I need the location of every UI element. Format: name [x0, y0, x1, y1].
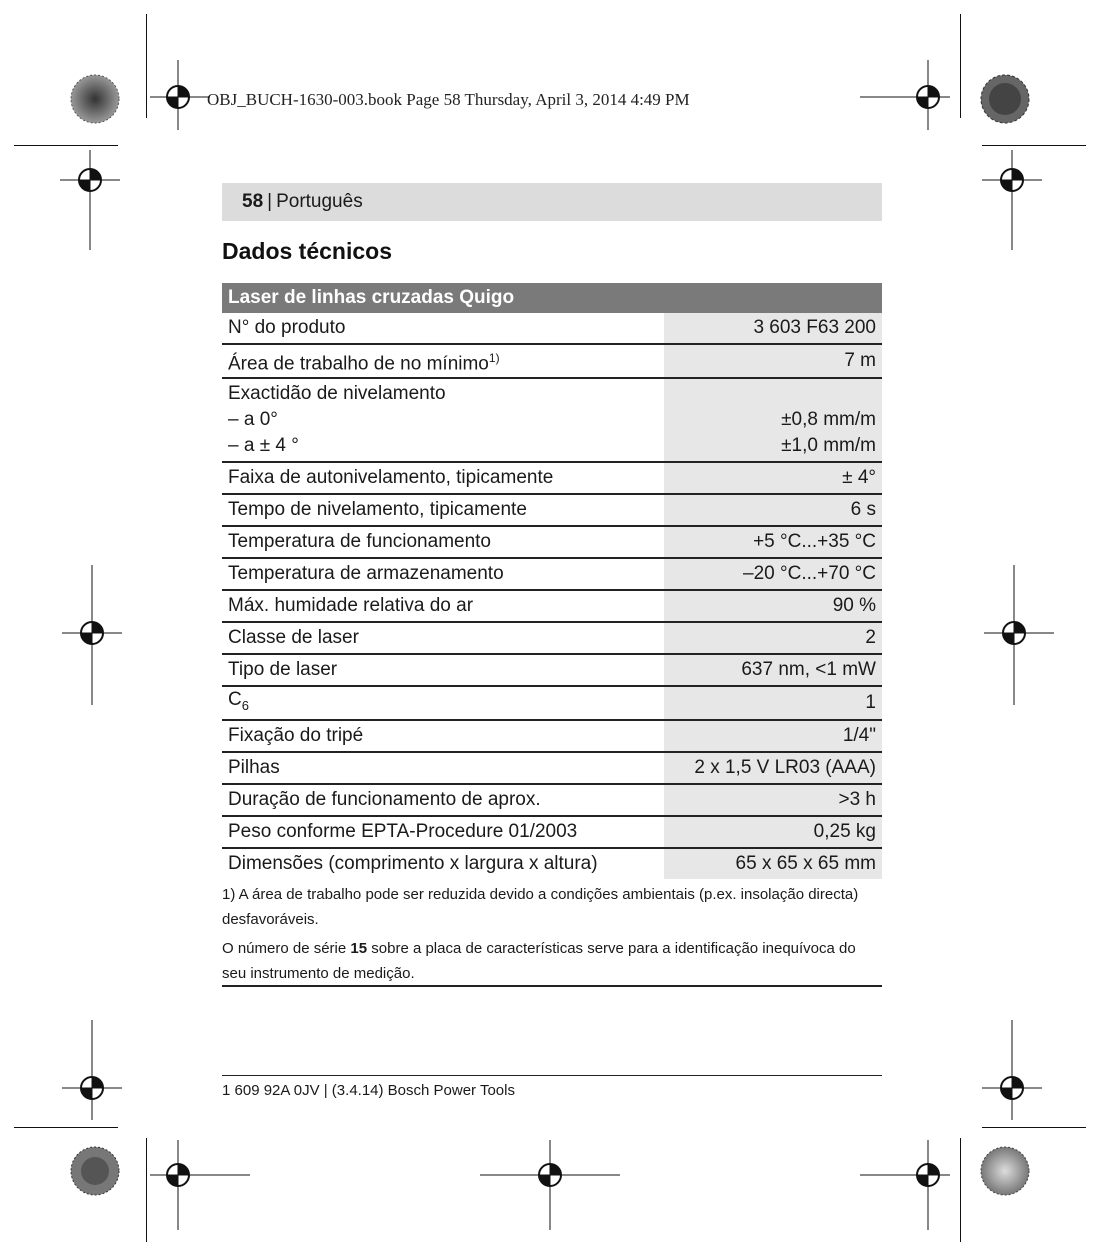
table-row	[222, 526, 882, 558]
spec-sub-label: – a ± 4 °	[228, 435, 299, 457]
spec-value: 2	[664, 622, 882, 654]
serial-note-text: sobre a placa de características serve para a identificação inequívoca do seu instrumento de medição.	[222, 940, 856, 982]
registration-target-icon	[860, 60, 950, 130]
table-row	[222, 313, 882, 344]
spec-value-cell	[664, 378, 882, 462]
spec-table-header-row	[222, 283, 882, 313]
registration-target-icon	[984, 565, 1054, 705]
spec-value: 1	[664, 686, 882, 720]
spec-value: 637 nm, <1 mW	[664, 654, 882, 686]
page-language: Português	[276, 191, 363, 212]
section-end-rule	[222, 985, 882, 987]
spec-value: 3 603 F63 200	[664, 313, 882, 344]
color-wheel-icon	[70, 74, 120, 124]
spec-label: Pilhas	[222, 752, 664, 784]
color-wheel-icon	[980, 1146, 1030, 1196]
crop-mark-icon	[146, 1138, 147, 1242]
spec-value: >3 h	[664, 784, 882, 816]
footer-rule	[222, 1075, 882, 1076]
spec-label: Temperatura de armazenamento	[222, 558, 664, 590]
crop-mark-icon	[982, 145, 1086, 146]
registration-target-icon	[62, 565, 122, 705]
crop-mark-icon	[14, 1127, 118, 1128]
spec-label: Duração de funcionamento de aprox.	[222, 784, 664, 816]
footnote-ref: 1)	[488, 351, 500, 365]
spec-label: Faixa de autonivelamento, tipicamente	[222, 462, 664, 494]
registration-target-icon	[150, 1140, 250, 1230]
crop-mark-icon	[982, 1127, 1086, 1128]
spec-label: Tempo de nivelamento, tipicamente	[222, 494, 664, 526]
crop-mark-icon	[960, 1138, 961, 1242]
spec-label: C	[228, 689, 242, 711]
crop-mark-icon	[960, 14, 961, 118]
spec-label-cell	[222, 378, 664, 462]
table-row	[222, 590, 882, 622]
serial-number-note	[222, 936, 882, 986]
footnote: 1) A área de trabalho pode ser reduzida devido a condições ambientais (p.ex. insolação directa) desfavoráveis.	[222, 886, 859, 928]
spec-label: Máx. humidade relativa do ar	[222, 590, 664, 622]
spec-sub-value: ±1,0 mm/m	[781, 435, 876, 457]
table-row	[222, 558, 882, 590]
table-row	[222, 686, 882, 720]
spec-value: +5 °C...+35 °C	[664, 526, 882, 558]
spec-label: Área de trabalho de no mínimo	[228, 353, 489, 375]
registration-target-icon	[860, 1140, 950, 1230]
spec-table-heading: Laser de linhas cruzadas Quigo	[222, 283, 882, 313]
spec-value: –20 °C...+70 °C	[664, 558, 882, 590]
spec-table	[222, 283, 882, 879]
registration-target-icon	[480, 1140, 620, 1230]
page-number: 58	[242, 191, 264, 212]
spec-label-cell	[222, 686, 664, 720]
table-row	[222, 378, 882, 462]
table-row	[222, 622, 882, 654]
spec-label: Tipo de laser	[222, 654, 664, 686]
spec-spacer	[670, 381, 876, 407]
registration-target-icon	[982, 1020, 1042, 1120]
print-header: OBJ_BUCH-1630-003.book Page 58 Thursday, April 3, 2014 4:49 PM	[207, 90, 690, 109]
spec-label: Exactidão de nivelamento	[228, 383, 446, 405]
spec-label-cell	[222, 344, 664, 378]
spec-sub-value: ±0,8 mm/m	[781, 409, 876, 431]
page-band	[222, 183, 882, 221]
spec-value: 65 x 65 x 65 mm	[664, 848, 882, 879]
table-row	[222, 654, 882, 686]
registration-target-icon	[62, 1020, 122, 1120]
color-wheel-icon	[70, 1146, 120, 1196]
spec-value: ± 4°	[664, 462, 882, 494]
crop-mark-icon	[146, 14, 147, 118]
serial-note-text: O número de série	[222, 940, 351, 957]
table-row	[222, 816, 882, 848]
spec-value: 1/4"	[664, 720, 882, 752]
page-separator: |	[267, 191, 273, 212]
registration-target-icon	[60, 150, 120, 250]
spec-subscript: 6	[241, 698, 249, 714]
table-row	[222, 494, 882, 526]
spec-value: 0,25 kg	[664, 816, 882, 848]
spec-sub-label: – a 0°	[228, 409, 278, 431]
table-row	[222, 462, 882, 494]
spec-value: 2 x 1,5 V LR03 (AAA)	[664, 752, 882, 784]
table-row	[222, 344, 882, 378]
color-wheel-icon	[980, 74, 1030, 124]
table-row	[222, 720, 882, 752]
spec-label: Dimensões (comprimento x largura x altura)	[228, 853, 598, 875]
table-row	[222, 784, 882, 816]
spec-label: Temperatura de funcionamento	[222, 526, 664, 558]
spec-label: Classe de laser	[222, 622, 664, 654]
spec-value: 6 s	[664, 494, 882, 526]
spec-label: Fixação do tripé	[222, 720, 664, 752]
table-row	[222, 848, 882, 879]
serial-note-number: 15	[350, 940, 368, 957]
spec-label: Peso conforme EPTA-Procedure 01/2003	[222, 816, 664, 848]
registration-target-icon	[150, 60, 210, 130]
spec-label: N° do produto	[222, 313, 664, 344]
page-footer: 1 609 92A 0JV | (3.4.14) Bosch Power Tools	[222, 1082, 515, 1099]
spec-value: 90 %	[664, 590, 882, 622]
table-row	[222, 752, 882, 784]
registration-target-icon	[982, 150, 1042, 250]
crop-mark-icon	[14, 145, 118, 146]
section-title: Dados técnicos	[222, 238, 392, 264]
spec-value: 7 m	[664, 344, 882, 378]
